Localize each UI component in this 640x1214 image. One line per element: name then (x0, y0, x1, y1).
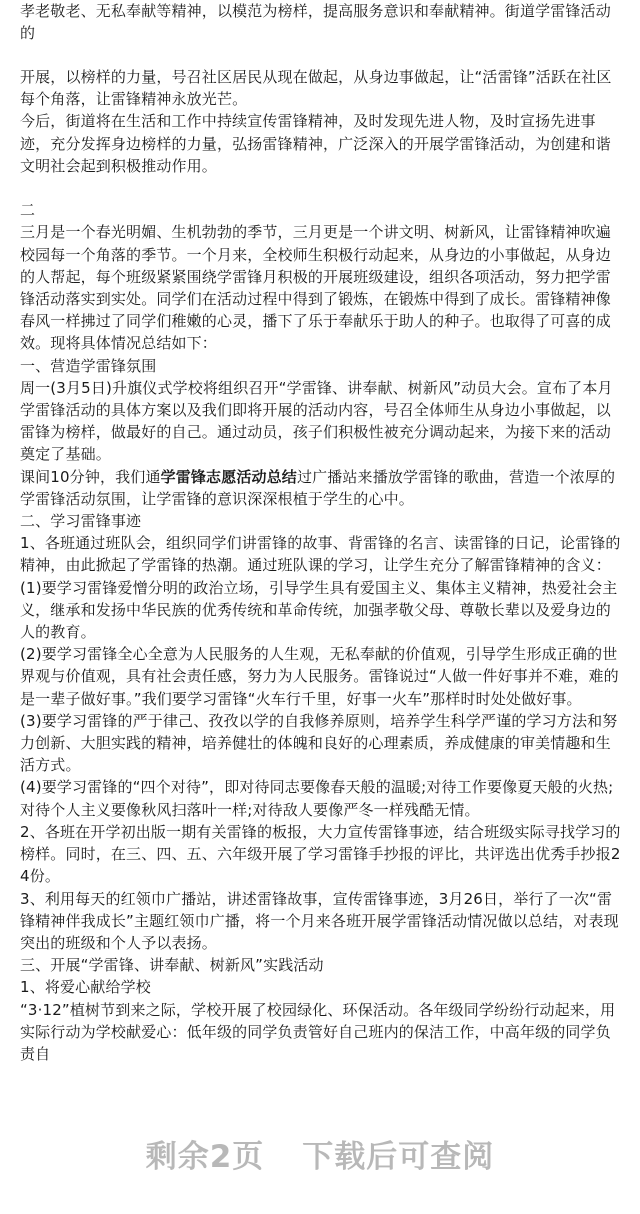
paragraph-5-end: 过广播站来播放学雷锋的歌曲，营造一个浓厚的学雷锋活动氛围，让学雷锋的意识深深根植于学生的心中。 (20, 467, 616, 508)
download-prompt[interactable] (0, 1128, 640, 1178)
paragraph-12: 3、利用每天的红领巾广播站，讲述雷锋故事，宣传雷锋事迹，3月26日，举行了一次“雷锋精神伴我成长”主题红领巾广播，将一个月来各班开展学雷锋活动情况做以总结，对表现突出的班级和个人予以表扬。 (20, 889, 619, 952)
download-to-view-label: 下载后可查阅 (302, 1138, 495, 1175)
paragraph-2: 今后，街道将在生活和工作中持续宣传雷锋精神，及时发现先进人物，及时宣扬先进事迹，充分发挥身边榜样的力量，弘扬雷锋精神，广泛深入的开展学雷锋活动，为创建和谐文明社会起到积极推动作用。 (20, 112, 611, 175)
bold-keyword-link[interactable]: 学雷锋志愿活动总结 (160, 467, 297, 486)
paragraph-13: “3·12”植树节到来之际，学校开展了校园绿化、环保活动。各年级同学纷纷行动起来，用实际行动为学校献爱心：低年级的同学负责管好自己班内的保洁工作，中高年级的同学负责自 (20, 1000, 616, 1063)
paragraph-3: 三月是一个春光明媚、生机勃勃的季节，三月更是一个讲文明、树新风，让雷锋精神吹遍校园每一个角落的季节。一个月来，全校师生积极行动起来，从身边的小事做起，从身边的人帮起，每个班级紧紧围绕学雷锋月积极的开展班级建设，组织各项活动，努力把学雷锋活动落实到实处。同学们在活动过程中得到了锻炼，在锻炼中得到了成长。雷锋精神像春风一样拂过了同学们稚嫩的心灵，播下了乐于奉献乐于助人的种子。也取得了可喜的成效。现将具体情况总结如下： (20, 223, 611, 353)
heading-2: 二、学习雷锋事迹 (20, 512, 142, 531)
paragraph-5 (20, 466, 622, 510)
blank-line (20, 177, 622, 199)
paragraph-11: 2、各班在开学初出版一期有关雷锋的板报，大力宣传雷锋事迹，结合班级实际寻找学习的榜样。同时，在三、四、五、六年级开展了学习雷锋手抄报的评比，共评选出优秀手抄报24份。 (20, 822, 621, 886)
paragraph-top-line: 孝老敬老、无私奉献等精神，以模范为榜样，提高服务意识和奉献精神。街道学雷锋活动的 (20, 2, 611, 43)
paragraph-9: (3)要学习雷锋的严于律己、孜孜以学的自我修养原则，培养学生科学严谨的学习方法和努力创新、大胆实践的精神，培养健壮的体魄和良好的心理素质，养成健康的审美情趣和生活方式。 (20, 711, 618, 775)
heading-1: 一、营造学雷锋氛围 (20, 356, 157, 375)
paragraph-8: (2)要学习雷锋全心全意为人民服务的人生观，无私奉献的价值观，引导学生形成正确的世界观与价值观，具有社会责任感，努力为人民服务。雷锋说过“人做一件好事并不难，难的是一辈子做好事。”我们要学习雷锋“火车行千里，好事一火车”那样时时处处做好事。 (20, 645, 619, 708)
document-body (20, 66, 622, 1065)
remaining-pages-label: 剩余2页 (145, 1138, 265, 1175)
paragraph-4: 周一(3月5日)升旗仪式学校将组织召开“学雷锋、讲奉献、树新风”动员大会。宣布了本月学雷锋活动的具体方案以及我们即将开展的活动内容，号召全体师生从身边小事做起，以雷锋为榜样，做最好的自己。通过动员，孩子们积极性被充分调动起来，为接下来的活动奠定了基础。 (20, 378, 613, 464)
paragraph-10: (4)要学习雷锋的“四个对待”，即对待同志要像春天般的温暖;对待工作要像夏天般的火热;对待个人主义要像秋风扫落叶一样;对待敌人要像严冬一样残酷无情。 (20, 778, 614, 819)
paragraph-7: (1)要学习雷锋爱憎分明的政治立场，引导学生具有爱国主义、集体主义精神，热爱社会主义，继承和发扬中华民族的优秀传统和革命传统，加强孝敬父母、尊敬长辈以及爱身边的人的教育。 (20, 578, 618, 642)
document-top-fragment (20, 0, 622, 44)
heading-3: 三、开展“学雷锋、讲奉献、树新风”实践活动 (20, 956, 324, 975)
section-heading-two: 二 (20, 201, 36, 220)
heading-3-1: 1、将爱心献给学校 (20, 978, 151, 997)
paragraph-6: 1、各班通过班队会，组织同学们讲雷锋的故事、背雷锋的名言、读雷锋的日记，论雷锋的精神，由此掀起了学雷锋的热潮。通过班队课的学习，让学生充分了解雷锋精神的含义： (20, 534, 621, 575)
paragraph-5-start: 课间10分钟，我们通 (20, 467, 161, 486)
paragraph-1: 开展，以榜样的力量，号召社区居民从现在做起，从身边事做起，让“活雷锋”活跃在社区每个角落，让雷锋精神永放光芒。 (20, 68, 612, 109)
